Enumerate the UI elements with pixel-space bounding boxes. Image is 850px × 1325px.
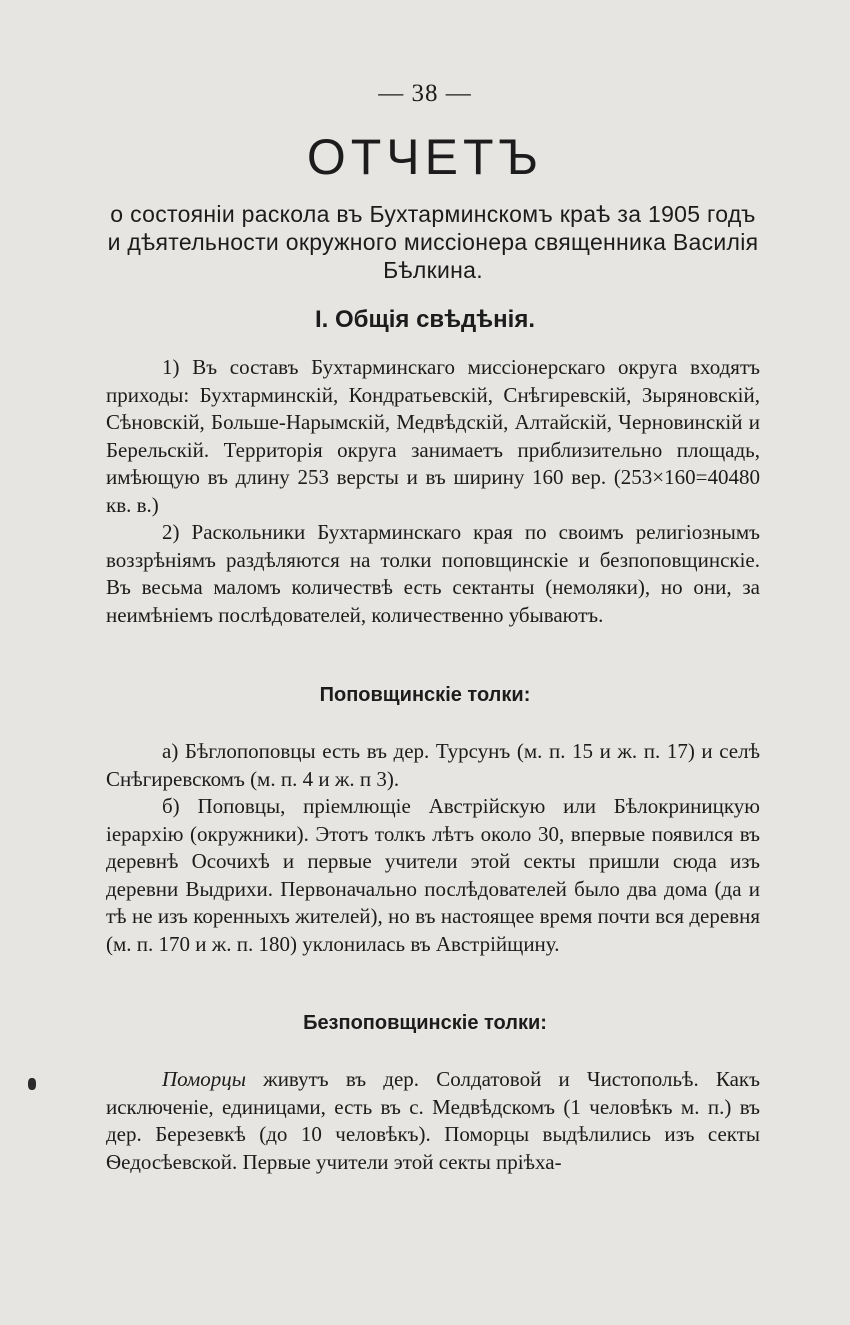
page-number: — 38 — bbox=[378, 80, 472, 107]
general-info-body bbox=[106, 354, 760, 629]
bezpopovtsy-heading: Безпоповщинскiе толки: bbox=[303, 1012, 547, 1034]
popovtsy-body bbox=[106, 738, 760, 958]
pomortsy-text: живутъ въ дер. Солдатовой и Чистопольѣ. Какъ исключенiе, единицами, есть въ с. Медвѣдскомъ (1 человѣкъ м. п.) въ дер. Березевкѣ (до 10 человѣкъ). Поморцы выдѣлились изъ секты Ѳедосѣевской. Первые учители этой секты прiѣха- bbox=[106, 1067, 760, 1174]
paragraph-sects: 2) Раскольники Бухтарминскаго края по своимъ религiознымъ воззрѣнiямъ раздѣляются на толки поповщинскiе и безпоповщинскiе. Въ весьма маломъ количествѣ есть сектанты (немоляки), но они, за неимѣнiемъ послѣдователей, количественно убываютъ. bbox=[106, 520, 760, 627]
paragraph-beglopopovtsy: а) Бѣглопоповцы есть въ дер. Турсунъ (м. п. 15 и ж. п. 17) и селѣ Снѣгиревскомъ (м. п. 4 и ж. п 3). bbox=[106, 739, 760, 791]
pomortsy-lead: Поморцы bbox=[162, 1067, 246, 1091]
section-heading-general: I. Общiя свѣдѣнiя. bbox=[315, 306, 535, 333]
paragraph-okruzhniki: б) Поповцы, прiемлющiе Австрiйскую или Бѣлокриницкую iерархiю (окружники). Этотъ толкъ лѣтъ около 30, впервые появился въ деревнѣ Осочихѣ и первые учители этой секты пришли сюда изъ деревни Выдрихи. Первоначально послѣдователей было два дома (да и тѣ не изъ коренныхъ жителей), но въ настоящее время почти вся деревня (м. п. 170 и ж. п. 180) уклонилась въ Австрiйщину. bbox=[106, 794, 760, 956]
report-title: ОТЧЕТЪ bbox=[306, 129, 544, 185]
paragraph-pomortsy bbox=[106, 1066, 760, 1176]
report-subtitle: о состоянiи раскола въ Бухтарминскомъ краѣ за 1905 годъ и дѣятельности окружного миссiонера священника Василiя Бѣлкина. bbox=[107, 201, 759, 283]
paragraph-territory: 1) Въ составъ Бухтарминскаго миссiонерскаго округа входятъ приходы: Бухтарминскiй, Кондратьевскiй, Снѣгиревскiй, Зыряновскiй, Сѣновскiй, Больше-Нарымскiй, Медвѣдскiй, Алтайскiй, Черновинскiй и Берельскiй. Территорiя округа занимаетъ приблизительно площадь, имѣющую въ длину 253 версты и въ ширину 160 вер. (253×160=40480 кв. в.) bbox=[106, 355, 760, 517]
popovtsy-heading: Поповщинскiе толки: bbox=[319, 684, 531, 706]
bezpopovtsy-body bbox=[106, 1066, 760, 1176]
ink-smudge bbox=[28, 1078, 36, 1090]
